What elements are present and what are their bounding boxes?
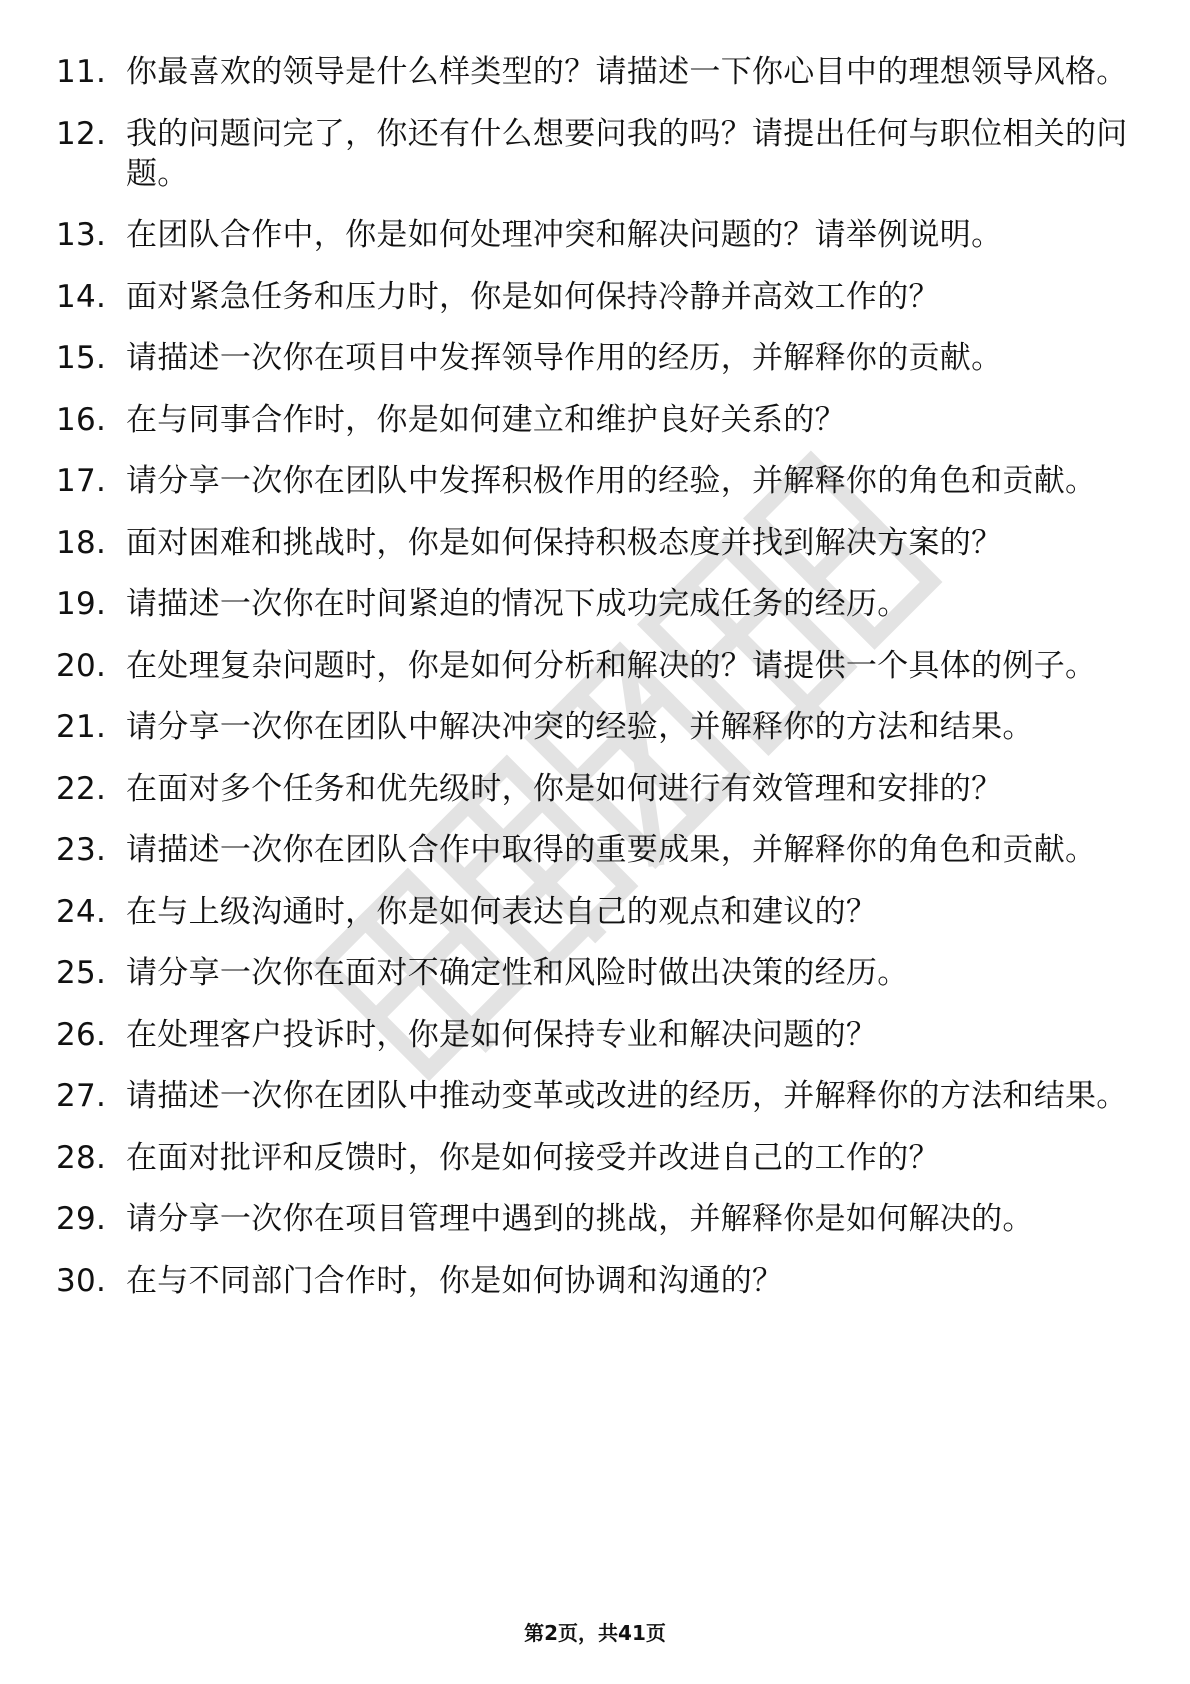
list-item [56,830,1136,870]
list-item [56,52,1136,92]
question-number: 28. [56,1139,107,1176]
question-text: 在与同事合作时，你是如何建立和维护良好关系的？ [126,401,846,438]
question-text: 请分享一次你在团队中发挥积极作用的经验，并解释你的角色和贡献。 [126,463,1097,499]
list-item [56,338,1136,378]
question-number: 12. [56,115,107,152]
question-text: 请分享一次你在团队中解决冲突的经验，并解释你的方法和结果。 [126,709,1034,745]
question-number: 18. [56,524,107,561]
page-number-footer: 第2页，共41页 [524,1621,666,1645]
list-item [56,400,1136,440]
question-number: 27. [56,1078,107,1114]
question-number: 21. [56,709,107,745]
question-number: 25. [56,955,107,991]
question-text: 在与上级沟通时，你是如何表达自己的观点和建议的？ [126,893,878,930]
question-number: 23. [56,832,107,868]
list-item [56,1138,1136,1178]
question-list [56,52,1136,1322]
list-item [56,1015,1136,1055]
list-item [56,461,1136,501]
list-item [56,584,1136,624]
question-number: 14. [56,278,107,315]
list-item [56,769,1136,809]
question-text: 在团队合作中，你是如何处理冲突和解决问题的？请举例说明。 [126,217,1003,253]
list-item [56,523,1136,563]
question-number: 19. [56,586,107,622]
question-text: 在与不同部门合作时，你是如何协调和沟通的？ [126,1262,784,1299]
question-number: 13. [56,217,107,253]
question-number: 22. [56,770,107,807]
question-text: 请描述一次你在项目中发挥领导作用的经历，并解释你的贡献。 [126,340,1003,376]
question-number: 29. [56,1201,107,1237]
list-item [56,707,1136,747]
question-text: 面对紧急任务和压力时，你是如何保持冷静并高效工作的？ [126,278,940,315]
list-item [56,953,1136,993]
question-text: 在面对多个任务和优先级时，你是如何进行有效管理和安排的？ [126,770,1003,807]
list-item [56,215,1136,255]
question-text: 请描述一次你在时间紧迫的情况下成功完成任务的经历。 [126,586,909,622]
question-number: 26. [56,1016,107,1053]
list-item [56,1199,1136,1239]
question-number: 24. [56,893,107,930]
list-item [56,646,1136,686]
question-text: 请分享一次你在面对不确定性和风险时做出决策的经历。 [126,955,909,991]
question-number: 17. [56,463,107,499]
question-text: 在面对批评和反馈时，你是如何接受并改进自己的工作的？ [126,1139,940,1176]
question-text: 在处理复杂问题时，你是如何分析和解决的？请提供一个具体的例子。 [126,647,1097,684]
list-item [56,114,1136,194]
question-text: 面对困难和挑战时，你是如何保持积极态度并找到解决方案的？ [126,524,1003,561]
list-item [56,892,1136,932]
list-item [56,1076,1136,1116]
question-text: 在处理客户投诉时，你是如何保持专业和解决问题的？ [126,1016,878,1053]
question-number: 15. [56,340,107,376]
list-item [56,277,1136,317]
list-item [56,1261,1136,1301]
question-text: 我的问题问完了，你还有什么想要问我的吗？请提出任何与职位相关的问题。 [126,115,1128,192]
question-text: 请描述一次你在团队合作中取得的重要成果，并解释你的角色和贡献。 [126,832,1097,868]
question-number: 20. [56,647,107,684]
question-number: 16. [56,401,107,438]
question-text: 请分享一次你在项目管理中遇到的挑战，并解释你是如何解决的。 [126,1201,1034,1237]
question-number: 11. [56,54,107,90]
question-number: 30. [56,1262,107,1299]
question-text: 请描述一次你在团队中推动变革或改进的经历，并解释你的方法和结果。 [126,1078,1128,1114]
question-text: 你最喜欢的领导是什么样类型的？请描述一下你心目中的理想领导风格。 [126,54,1128,90]
